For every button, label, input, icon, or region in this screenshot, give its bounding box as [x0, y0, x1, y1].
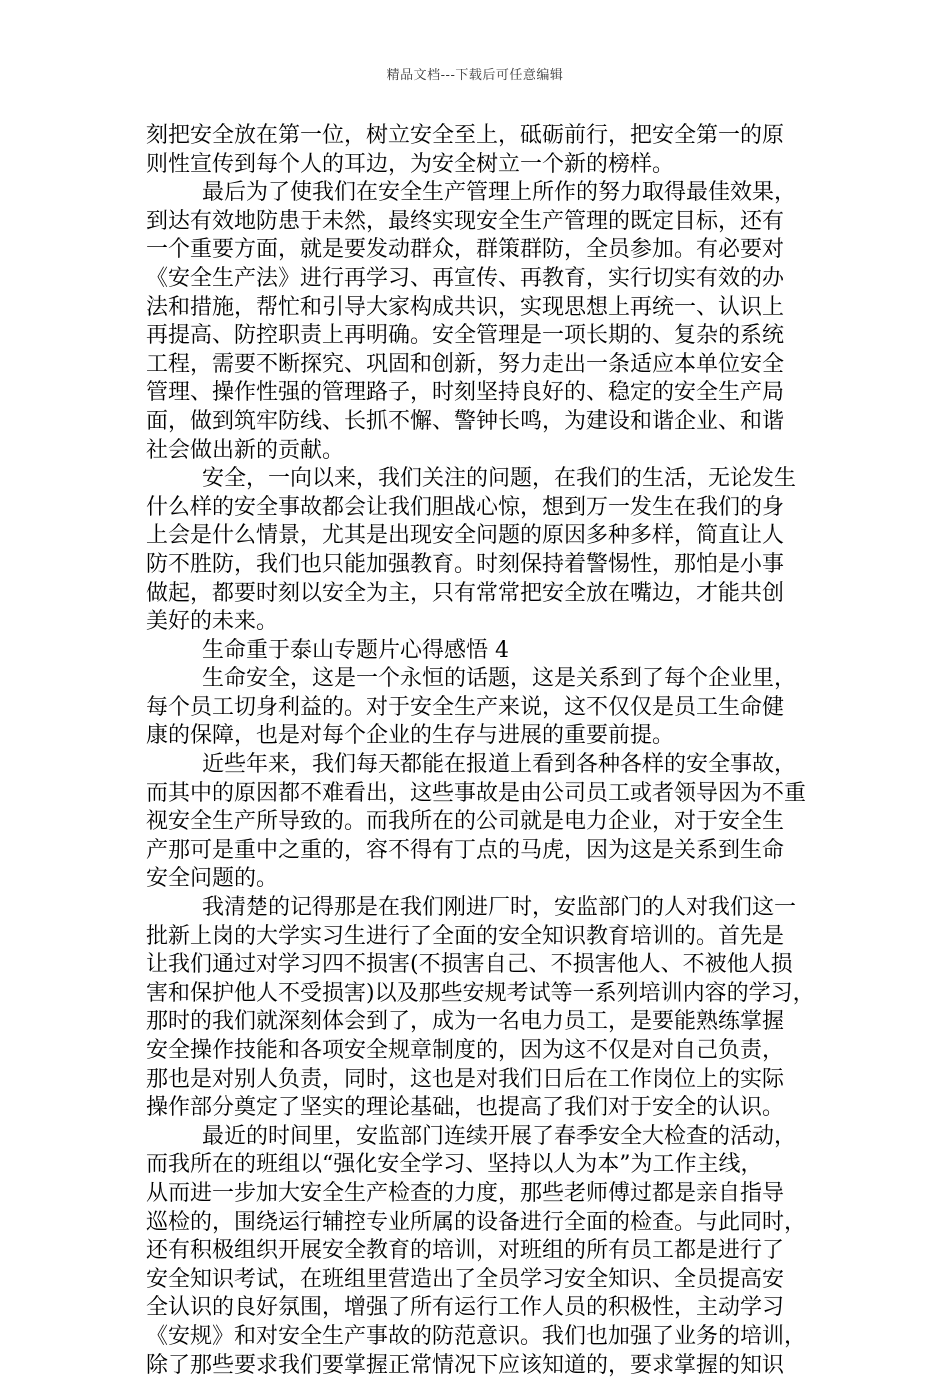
text-line: 美好的未来。	[146, 609, 279, 635]
text-line: 社会做出新的贡献。	[146, 437, 345, 463]
document-body	[146, 122, 816, 1380]
text-line: 安全问题的。	[146, 866, 279, 892]
text-line: 再提高、防控职责上再明确。安全管理是一项长期的、复杂的系统	[146, 323, 785, 349]
text-line: 巡检的，围绕运行辅控专业所属的设备进行全面的检查。与此同时，	[146, 1209, 807, 1235]
text-line: 害和保护他人不受损害)以及那些安规考试等一系列培训内容的学习，	[146, 980, 815, 1006]
text-line: 批新上岗的大学实习生进行了全面的安全知识教育培训的。首先是	[146, 923, 785, 949]
text-line: 最后为了使我们在安全生产管理上所作的努力取得最佳效果，	[202, 180, 797, 206]
text-line: 一个重要方面，就是要发动群众，群策群防，全员参加。有必要对	[146, 237, 785, 263]
text-line: 做起，都要时刻以安全为主，只有常常把安全放在嘴边，才能共创	[146, 580, 785, 606]
text-line: 生命安全，这是一个永恒的话题，这是关系到了每个企业里，	[202, 666, 797, 692]
text-line: 视安全生产所导致的。而我所在的公司就是电力企业，对于安全生	[146, 809, 785, 835]
text-line: 最近的时间里，安监部门连续开展了春季安全大检查的活动，	[202, 1123, 797, 1149]
text-line: 还有积极组织开展安全教育的培训，对班组的所有员工都是进行了	[146, 1238, 785, 1264]
text-line: 从而进一步加大安全生产检查的力度，那些老师傅过都是亲自指导	[146, 1180, 785, 1206]
text-line: 我清楚的记得那是在我们刚进厂时，安监部门的人对我们这一	[202, 895, 797, 921]
text-line: 而其中的原因都不难看出，这些事故是由公司员工或者领导因为不重	[146, 780, 807, 806]
text-line: 而我所在的班组以“强化安全学习、坚持以人为本”为工作主线，	[146, 1152, 763, 1178]
text-line: 到达有效地防患于未然，最终实现安全生产管理的既定目标，还有	[146, 208, 785, 234]
text-line: 康的保障，也是对每个企业的生存与进展的重要前提。	[146, 723, 675, 749]
text-line: 《安规》和对安全生产事故的防范意识。我们也加强了业务的培训，	[146, 1323, 807, 1349]
text-line: 管理、操作性强的管理路子，时刻坚持良好的、稳定的安全生产局	[146, 380, 785, 406]
text-line: 全认识的良好氛围，增强了所有运行工作人员的积极性，主动学习	[146, 1295, 785, 1321]
text-line: 产那可是重中之重的，容不得有丁点的马虎，因为这是关系到生命	[146, 837, 785, 863]
text-line: 防不胜防，我们也只能加强教育。时刻保持着警惕性，那怕是小事	[146, 551, 785, 577]
text-line: 每个员工切身利益的。对于安全生产来说，这不仅仅是员工生命健	[146, 694, 785, 720]
text-line: 则性宣传到每个人的耳边，为安全树立一个新的榜样。	[146, 151, 675, 177]
text-line: 上会是什么情景，尤其是出现安全问题的原因多种多样，简直让人	[146, 523, 785, 549]
text-line: 让我们通过对学习四不损害(不损害自己、不损害他人、不被他人损	[146, 952, 793, 978]
text-line: 那也是对别人负责，同时，这也是对我们日后在工作岗位上的实际	[146, 1066, 785, 1092]
text-line: 刻把安全放在第一位，树立安全至上，砥砺前行，把安全第一的原	[146, 123, 785, 148]
text-line: 操作部分奠定了坚实的理论基础，也提高了我们对于安全的认识。	[146, 1095, 785, 1121]
text-line: 安全知识考试，在班组里营造出了全员学习安全知识、全员提高安	[146, 1266, 785, 1292]
text-line: 什么样的安全事故都会让我们胆战心惊，想到万一发生在我们的身	[146, 494, 785, 520]
text-line: 面，做到筑牢防线、长抓不懈、警钟长鸣，为建设和谐企业、和谐	[146, 408, 785, 434]
text-line: 安全操作技能和各项安全规章制度的，因为这不仅是对自己负责，	[146, 1038, 785, 1063]
text-line: 除了那些要求我们要掌握正常情况下应该知道的，要求掌握的知识	[146, 1352, 785, 1378]
text-line: 生命重于泰山专题片心得感悟 4	[202, 637, 509, 663]
text-line: 安全，一向以来，我们关注的问题，在我们的生活，无论发生	[202, 466, 797, 492]
page-header: 精品文档---下载后可任意编辑	[386, 68, 564, 83]
text-line: 法和措施，帮忙和引导大家构成共识，实现思想上再统一、认识上	[146, 294, 785, 320]
text-line: 那时的我们就深刻体会到了，成为一名电力员工，是要能熟练掌握	[146, 1009, 785, 1035]
text-line: 工程，需要不断探究、巩固和创新，努力走出一条适应本单位安全	[146, 351, 785, 377]
text-line: 《安全生产法》进行再学习、再宣传、再教育，实行切实有效的办	[146, 265, 785, 291]
text-line: 近些年来，我们每天都能在报道上看到各种各样的安全事故，	[202, 752, 797, 778]
